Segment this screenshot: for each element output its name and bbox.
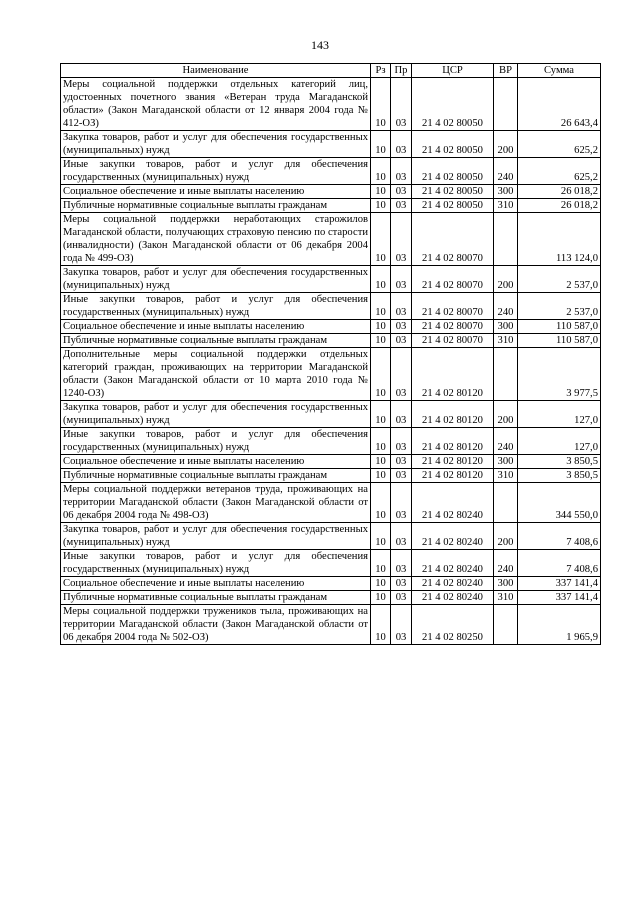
cell-sum: 625,2: [518, 131, 601, 158]
cell-rz: 10: [371, 293, 391, 320]
cell-csr: 21 4 02 80070: [412, 213, 494, 266]
cell-sum: 625,2: [518, 158, 601, 185]
table-row: [61, 469, 601, 483]
cell-pr: 03: [391, 428, 412, 455]
cell-vr: [494, 605, 518, 645]
cell-pr: 03: [391, 199, 412, 213]
table-row: [61, 131, 601, 158]
cell-name: Иные закупки товаров, работ и услуг для обеспечения государственных (муниципальных) нужд: [61, 550, 371, 577]
table-row: [61, 401, 601, 428]
cell-csr: 21 4 02 80240: [412, 523, 494, 550]
table-row: [61, 348, 601, 401]
cell-name: Иные закупки товаров, работ и услуг для обеспечения государственных (муниципальных) нужд: [61, 428, 371, 455]
cell-pr: 03: [391, 605, 412, 645]
cell-rz: 10: [371, 158, 391, 185]
cell-csr: 21 4 02 80120: [412, 469, 494, 483]
cell-csr: 21 4 02 80070: [412, 266, 494, 293]
cell-rz: 10: [371, 455, 391, 469]
table-row: [61, 577, 601, 591]
cell-name: Иные закупки товаров, работ и услуг для обеспечения государственных (муниципальных) нужд: [61, 158, 371, 185]
cell-vr: 240: [494, 428, 518, 455]
cell-pr: 03: [391, 550, 412, 577]
cell-rz: 10: [371, 605, 391, 645]
cell-rz: 10: [371, 185, 391, 199]
cell-vr: [494, 483, 518, 523]
cell-name: Социальное обеспечение и иные выплаты населению: [61, 455, 371, 469]
table-row: [61, 78, 601, 131]
cell-sum: 113 124,0: [518, 213, 601, 266]
cell-rz: 10: [371, 320, 391, 334]
cell-pr: 03: [391, 185, 412, 199]
cell-sum: 2 537,0: [518, 266, 601, 293]
table-row: [61, 320, 601, 334]
column-header-vr: ВР: [494, 64, 518, 78]
cell-pr: 03: [391, 348, 412, 401]
cell-name: Публичные нормативные социальные выплаты гражданам: [61, 334, 371, 348]
page-number: 143: [311, 38, 329, 52]
cell-vr: 200: [494, 401, 518, 428]
cell-vr: 200: [494, 131, 518, 158]
column-header-pr: Пр: [391, 64, 412, 78]
cell-rz: 10: [371, 523, 391, 550]
cell-csr: 21 4 02 80070: [412, 293, 494, 320]
cell-pr: 03: [391, 293, 412, 320]
cell-csr: 21 4 02 80240: [412, 550, 494, 577]
cell-rz: 10: [371, 591, 391, 605]
table-body: [61, 78, 601, 645]
table-row: [61, 199, 601, 213]
cell-rz: 10: [371, 483, 391, 523]
cell-sum: 2 537,0: [518, 293, 601, 320]
cell-csr: 21 4 02 80120: [412, 401, 494, 428]
column-header-csr: ЦСР: [412, 64, 494, 78]
cell-name: Социальное обеспечение и иные выплаты населению: [61, 185, 371, 199]
cell-sum: 7 408,6: [518, 550, 601, 577]
table-row: [61, 605, 601, 645]
cell-pr: 03: [391, 401, 412, 428]
cell-csr: 21 4 02 80120: [412, 455, 494, 469]
cell-sum: 127,0: [518, 401, 601, 428]
cell-csr: 21 4 02 80070: [412, 320, 494, 334]
cell-vr: 200: [494, 266, 518, 293]
cell-rz: 10: [371, 401, 391, 428]
cell-pr: 03: [391, 131, 412, 158]
table-row: [61, 483, 601, 523]
cell-sum: 3 850,5: [518, 469, 601, 483]
cell-vr: 300: [494, 577, 518, 591]
table-row: [61, 591, 601, 605]
cell-sum: 110 587,0: [518, 320, 601, 334]
cell-vr: 240: [494, 550, 518, 577]
cell-pr: 03: [391, 483, 412, 523]
cell-csr: 21 4 02 80240: [412, 591, 494, 605]
cell-rz: 10: [371, 78, 391, 131]
cell-rz: 10: [371, 469, 391, 483]
table-row: [61, 523, 601, 550]
cell-pr: 03: [391, 469, 412, 483]
cell-pr: 03: [391, 213, 412, 266]
cell-csr: 21 4 02 80050: [412, 199, 494, 213]
table-row: [61, 158, 601, 185]
cell-pr: 03: [391, 158, 412, 185]
table-row: [61, 185, 601, 199]
cell-rz: 10: [371, 550, 391, 577]
cell-csr: 21 4 02 80050: [412, 185, 494, 199]
cell-rz: 10: [371, 213, 391, 266]
cell-sum: 7 408,6: [518, 523, 601, 550]
cell-name: Публичные нормативные социальные выплаты гражданам: [61, 591, 371, 605]
cell-sum: 26 643,4: [518, 78, 601, 131]
table-row: [61, 455, 601, 469]
cell-name: Закупка товаров, работ и услуг для обеспечения государственных (муниципальных) нужд: [61, 523, 371, 550]
cell-vr: 310: [494, 199, 518, 213]
cell-rz: 10: [371, 131, 391, 158]
cell-rz: 10: [371, 348, 391, 401]
cell-rz: 10: [371, 334, 391, 348]
cell-vr: 240: [494, 158, 518, 185]
table-row: [61, 293, 601, 320]
cell-pr: 03: [391, 334, 412, 348]
cell-vr: [494, 213, 518, 266]
cell-csr: 21 4 02 80070: [412, 334, 494, 348]
cell-rz: 10: [371, 199, 391, 213]
cell-name: Иные закупки товаров, работ и услуг для обеспечения государственных (муниципальных) нужд: [61, 293, 371, 320]
cell-sum: 344 550,0: [518, 483, 601, 523]
cell-vr: 200: [494, 523, 518, 550]
cell-csr: 21 4 02 80240: [412, 483, 494, 523]
cell-sum: 3 977,5: [518, 348, 601, 401]
cell-csr: 21 4 02 80120: [412, 428, 494, 455]
cell-csr: 21 4 02 80120: [412, 348, 494, 401]
cell-name: Меры социальной поддержки тружеников тыла, проживающих на территории Магаданской области (Закон Магаданской области от 06 декабря 2004 года № 502-ОЗ): [61, 605, 371, 645]
cell-vr: 300: [494, 455, 518, 469]
cell-sum: 26 018,2: [518, 185, 601, 199]
cell-name: Меры социальной поддержки отдельных категорий лиц, удостоенных почетного звания «Ветеран труда Магаданской области» (Закон Магаданской области от 12 января 2004 года № 412-ОЗ): [61, 78, 371, 131]
cell-csr: 21 4 02 80240: [412, 577, 494, 591]
cell-name: Дополнительные меры социальной поддержки отдельных категорий граждан, проживающих на территории Магаданской области (Закон Магаданской области от 10 марта 2010 года № 1240-ОЗ): [61, 348, 371, 401]
cell-pr: 03: [391, 266, 412, 293]
column-header-sum: Сумма: [518, 64, 601, 78]
cell-csr: 21 4 02 80050: [412, 131, 494, 158]
budget-table: [60, 63, 601, 645]
cell-csr: 21 4 02 80250: [412, 605, 494, 645]
table-row: [61, 428, 601, 455]
cell-rz: 10: [371, 577, 391, 591]
cell-vr: [494, 78, 518, 131]
cell-name: Социальное обеспечение и иные выплаты населению: [61, 577, 371, 591]
cell-pr: 03: [391, 577, 412, 591]
cell-pr: 03: [391, 523, 412, 550]
cell-sum: 127,0: [518, 428, 601, 455]
cell-pr: 03: [391, 320, 412, 334]
cell-rz: 10: [371, 266, 391, 293]
cell-pr: 03: [391, 591, 412, 605]
cell-vr: 300: [494, 185, 518, 199]
cell-name: Закупка товаров, работ и услуг для обеспечения государственных (муниципальных) нужд: [61, 266, 371, 293]
column-header-name: Наименование: [61, 64, 371, 78]
cell-name: Закупка товаров, работ и услуг для обеспечения государственных (муниципальных) нужд: [61, 401, 371, 428]
cell-vr: 310: [494, 591, 518, 605]
table-row: [61, 266, 601, 293]
table-row: [61, 213, 601, 266]
cell-vr: 240: [494, 293, 518, 320]
cell-name: Публичные нормативные социальные выплаты гражданам: [61, 199, 371, 213]
cell-name: Социальное обеспечение и иные выплаты населению: [61, 320, 371, 334]
table-row: [61, 334, 601, 348]
cell-name: Меры социальной поддержки ветеранов труда, проживающих на территории Магаданской области (Закон Магаданской области от 06 декабря 2004 года № 498-ОЗ): [61, 483, 371, 523]
cell-vr: [494, 348, 518, 401]
cell-rz: 10: [371, 428, 391, 455]
cell-name: Закупка товаров, работ и услуг для обеспечения государственных (муниципальных) нужд: [61, 131, 371, 158]
cell-vr: 310: [494, 334, 518, 348]
cell-vr: 310: [494, 469, 518, 483]
cell-sum: 1 965,9: [518, 605, 601, 645]
cell-pr: 03: [391, 78, 412, 131]
cell-csr: 21 4 02 80050: [412, 158, 494, 185]
cell-sum: 110 587,0: [518, 334, 601, 348]
cell-name: Меры социальной поддержки неработающих старожилов Магаданской области, получающих страховую пенсию по старости (инвалидности) (Закон Магаданской области от 06 декабря 2004 года № 499-ОЗ): [61, 213, 371, 266]
column-header-rz: Рз: [371, 64, 391, 78]
cell-pr: 03: [391, 455, 412, 469]
cell-sum: 337 141,4: [518, 577, 601, 591]
cell-vr: 300: [494, 320, 518, 334]
cell-sum: 337 141,4: [518, 591, 601, 605]
table-row: [61, 550, 601, 577]
cell-csr: 21 4 02 80050: [412, 78, 494, 131]
cell-sum: 26 018,2: [518, 199, 601, 213]
table-header-row: [61, 64, 601, 78]
cell-sum: 3 850,5: [518, 455, 601, 469]
cell-name: Публичные нормативные социальные выплаты гражданам: [61, 469, 371, 483]
